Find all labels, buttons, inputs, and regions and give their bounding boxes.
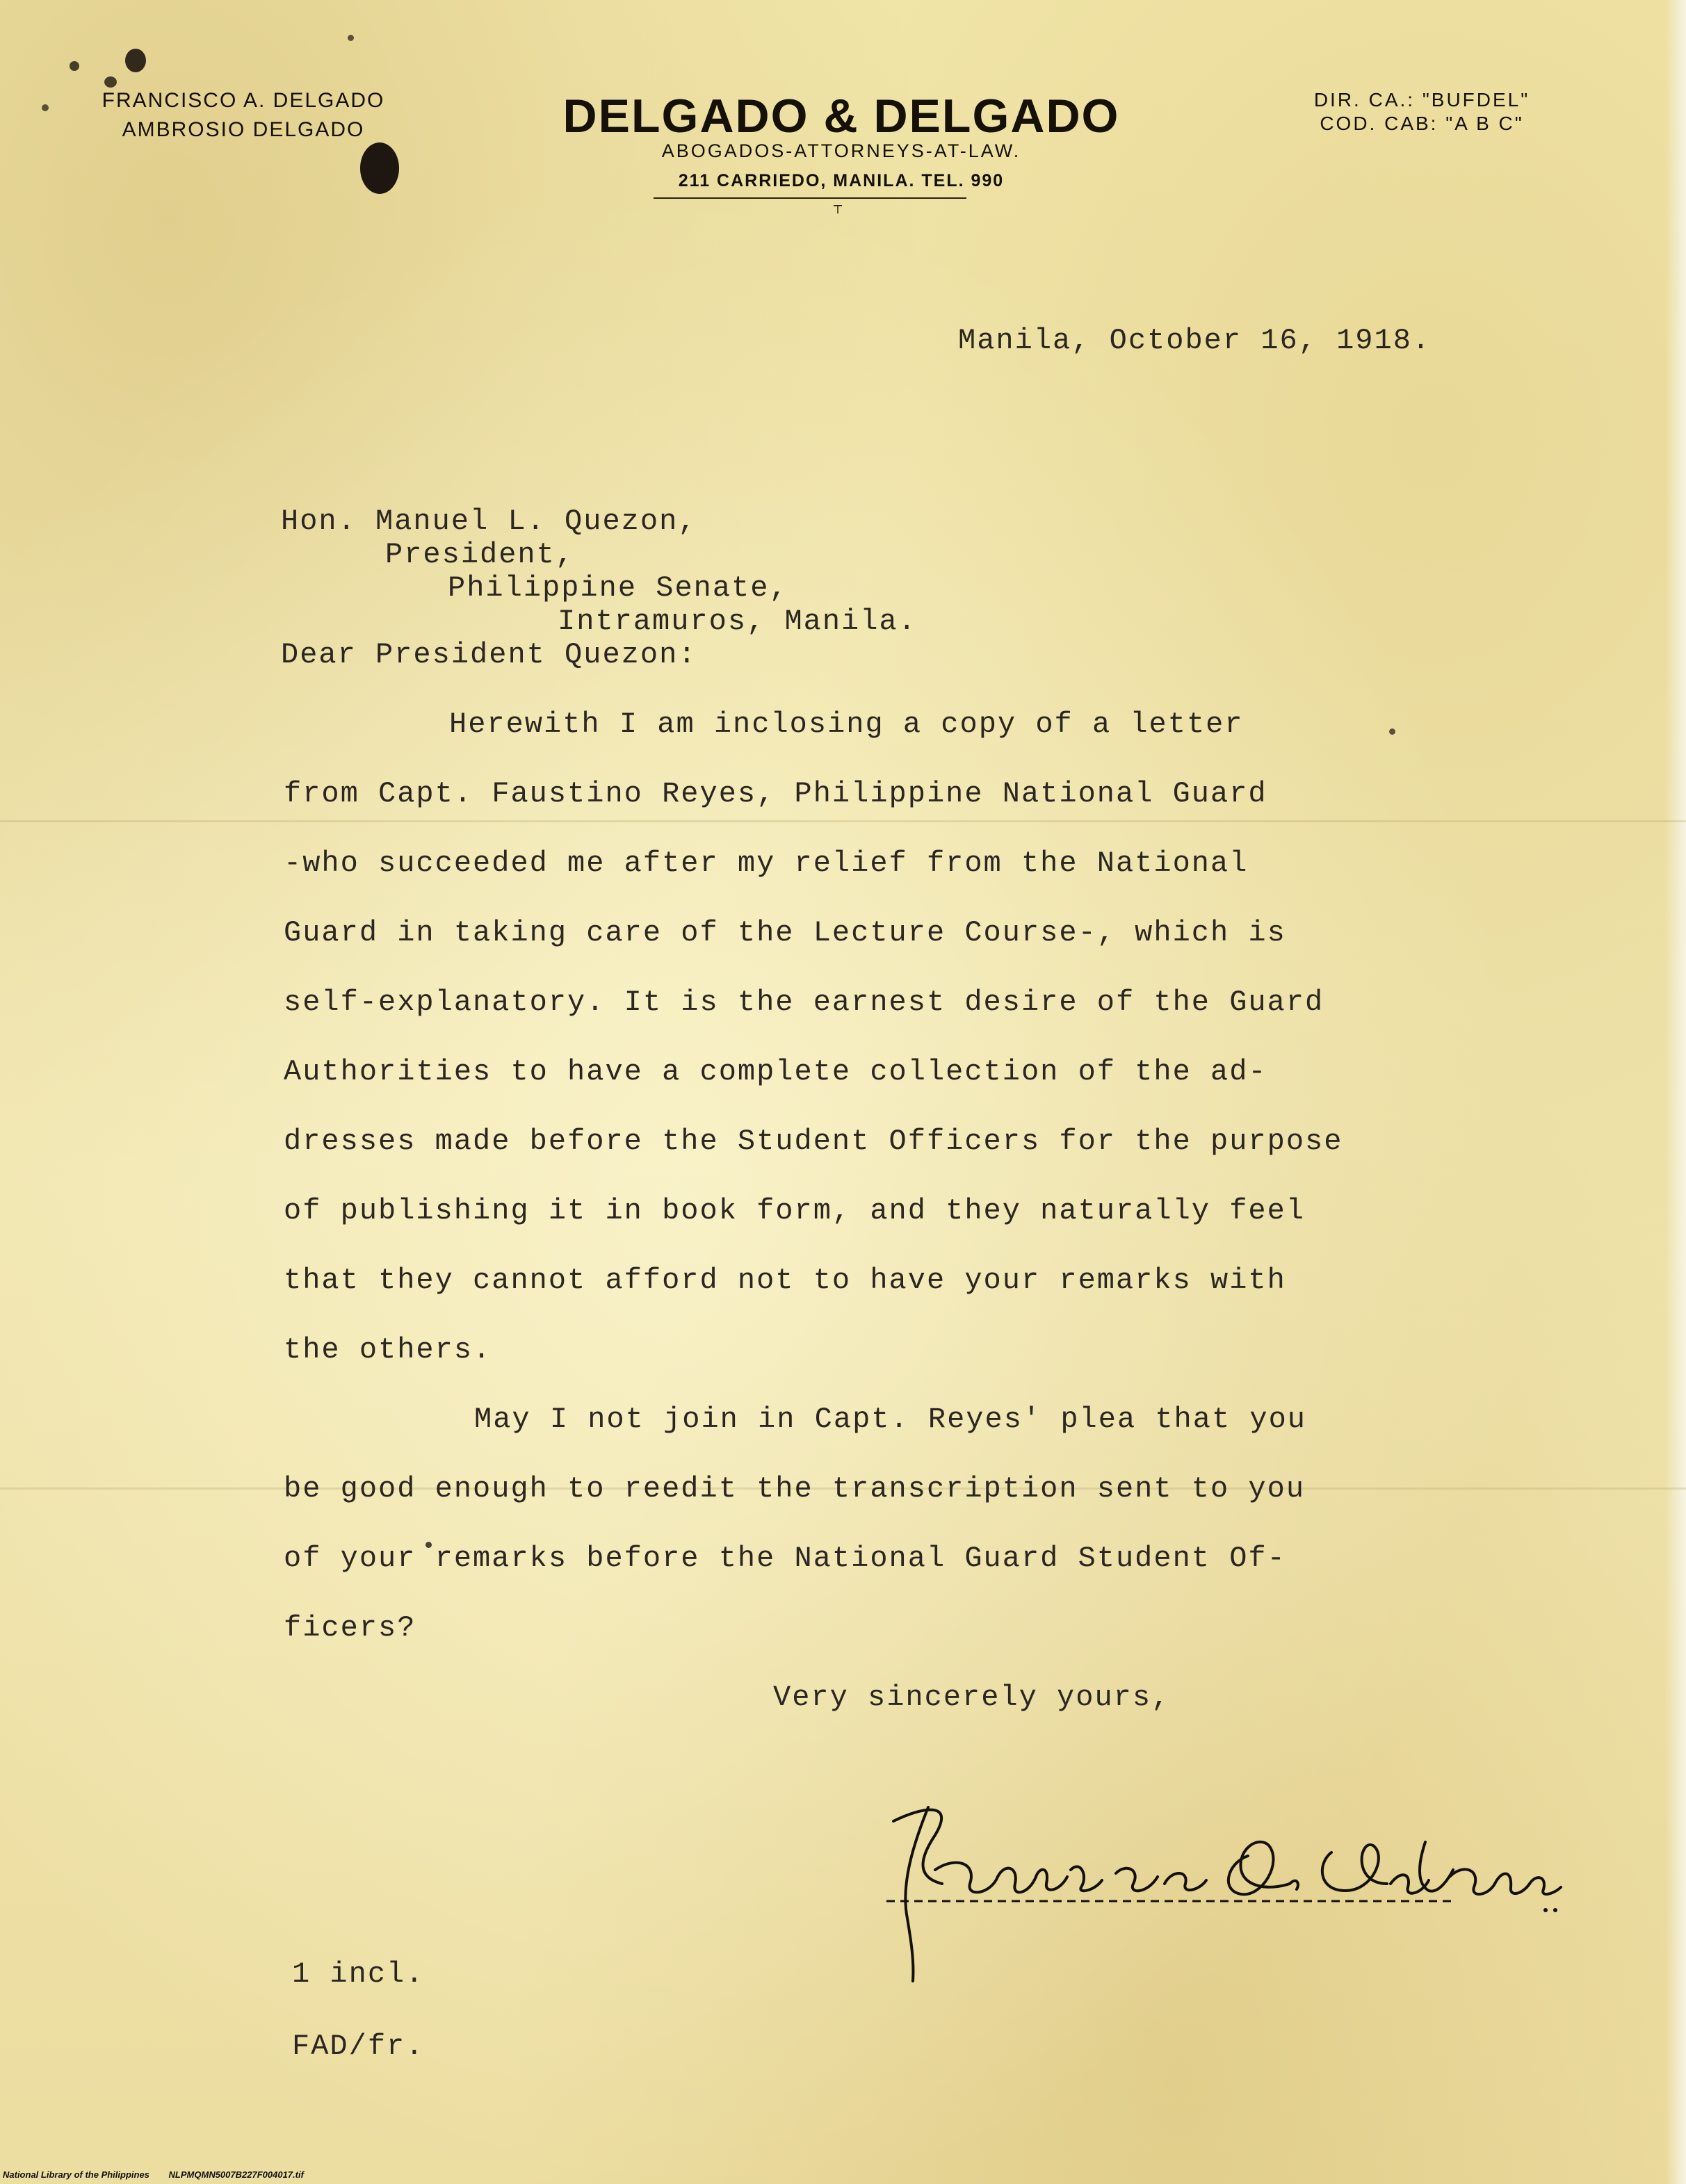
ink-stain (360, 142, 399, 194)
body-line: be good enough to reedit the transcription sent to you (284, 1472, 1306, 1506)
firm-subtitle: ABOGADOS-ATTORNEYS-AT-LAW. (661, 140, 1021, 161)
body-line: ficers? (284, 1611, 416, 1645)
fold-crease (0, 820, 1686, 822)
typist-initials: FAD/fr. (292, 2030, 425, 2063)
body-line: of your remarks before the National Guard Student Of- (284, 1542, 1286, 1575)
body-line: May I not join in Capt. Reyes' plea that you (474, 1403, 1306, 1436)
closing: Very sincerely yours, (773, 1681, 1171, 1714)
body-line: that they cannot afford not to have your remarks with (284, 1264, 1286, 1297)
body-line: dresses made before the Student Officers for the purpose (284, 1125, 1343, 1158)
file-id: NLPMQMN5007B227F004017.tif (168, 2169, 304, 2180)
ink-stain (70, 61, 79, 71)
signature (873, 1779, 1568, 1988)
body-line: Herewith I am inclosing a copy of a letter (449, 708, 1244, 741)
cable-address: DIR. CA.: "BUFDEL" (1313, 89, 1530, 111)
paper-edge (1665, 0, 1686, 2184)
letter-date: Manila, October 16, 1918. (958, 324, 1432, 357)
ink-stain (348, 35, 354, 41)
recipient-line: Hon. Manuel L. Quezon, (281, 505, 697, 538)
cable-code: COD. CAB: "A B C" (1320, 113, 1524, 134)
letterhead-rule (654, 197, 966, 199)
ink-stain (42, 104, 49, 111)
body-line: Guard in taking care of the Lecture Course-, which is (284, 916, 1286, 950)
recipient-line: Intramuros, Manila. (558, 605, 917, 638)
ink-stain (1389, 728, 1395, 735)
body-line: the others. (284, 1333, 492, 1367)
library-credit: National Library of the Philippines (3, 2169, 149, 2180)
recipient-line: Philippine Senate, (448, 571, 788, 605)
anchor-ornament-icon: ⸆ (833, 201, 843, 224)
signature-scribble (873, 1779, 1568, 1988)
body-line: from Capt. Faustino Reyes, Philippine National Guard (284, 777, 1267, 810)
partner-name: AMBROSIO DELGADO (122, 118, 365, 141)
body-line: self-explanatory. It is the earnest desire of the Guard (284, 986, 1324, 1019)
body-line: of publishing it in book form, and they naturally feel (284, 1194, 1306, 1228)
partner-name: FRANCISCO A. DELGADO (102, 89, 385, 112)
ink-stain (125, 49, 146, 72)
firm-address: 211 CARRIEDO, MANILA. TEL. 990 (678, 171, 1005, 190)
salutation: Dear President Quezon: (281, 638, 697, 671)
archive-footer (0, 2166, 489, 2184)
firm-name: DELGADO & DELGADO (562, 90, 1120, 142)
body-line: -who succeeded me after my relief from the National (284, 847, 1249, 880)
ink-stain (104, 76, 117, 88)
body-line: Authorities to have a complete collection of the ad- (284, 1055, 1267, 1089)
enclosure-note: 1 incl. (292, 1957, 425, 1991)
recipient-line: President, (385, 538, 575, 571)
